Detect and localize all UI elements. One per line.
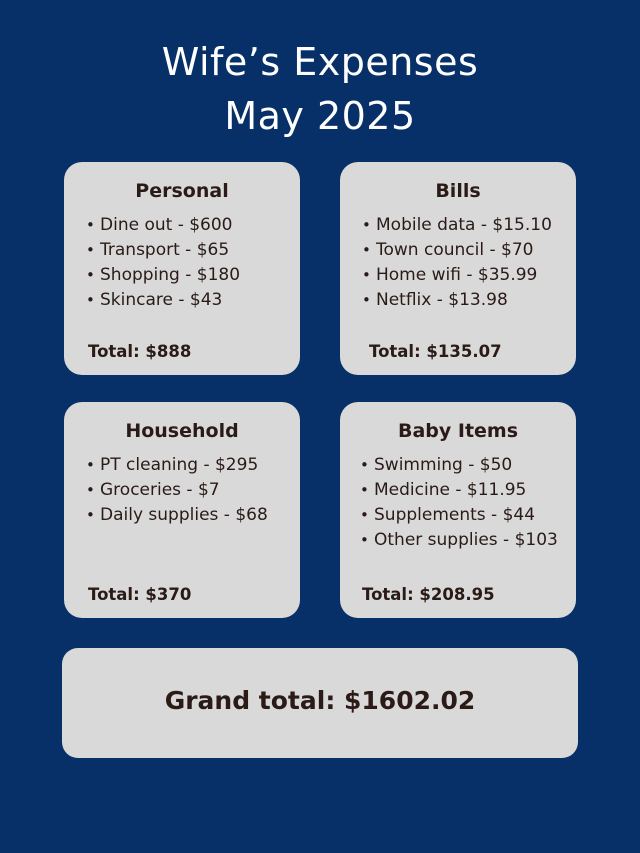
bullet-icon: • [360, 481, 369, 499]
card-title: Personal [135, 180, 229, 202]
list-item [360, 503, 558, 528]
page-title: Wife’s Expenses [161, 40, 479, 84]
list-item [86, 263, 240, 288]
list-item [362, 263, 552, 288]
bullet-icon: • [86, 291, 95, 309]
list-item [360, 528, 558, 553]
card-total: Total: $370 [88, 585, 192, 604]
card-title: Household [125, 420, 239, 442]
bullet-icon: • [362, 216, 371, 234]
list-item [360, 453, 558, 478]
list-item-text: Town council - $70 [376, 240, 534, 260]
card-title: Baby Items [397, 420, 519, 442]
bullet-icon: • [360, 531, 369, 549]
card-total: Total: $208.95 [362, 585, 495, 604]
list-item-text: Daily supplies - $68 [100, 505, 268, 525]
list-item-text: Supplements - $44 [374, 505, 536, 525]
grand-total: Grand total: $1602.02 [164, 686, 476, 715]
list-item [86, 288, 240, 313]
bullet-icon: • [86, 266, 95, 284]
bullet-icon: • [86, 241, 95, 259]
bullet-icon: • [362, 266, 371, 284]
list-item [362, 238, 552, 263]
expense-card-bills [340, 162, 576, 375]
list-item-text: Transport - $65 [100, 240, 230, 260]
expense-list [360, 453, 558, 553]
bullet-icon: • [86, 506, 95, 524]
expense-card-baby-items [340, 402, 576, 618]
grand-total-card [62, 648, 578, 758]
page-subtitle: May 2025 [224, 94, 416, 138]
expense-card-personal [64, 162, 300, 375]
bullet-icon: • [360, 506, 369, 524]
list-item-text: Medicine - $11.95 [374, 480, 527, 500]
expense-list [86, 453, 268, 528]
bullet-icon: • [360, 456, 369, 474]
list-item [362, 213, 552, 238]
bullet-icon: • [86, 481, 95, 499]
card-total: Total: $135.07 [369, 342, 502, 361]
list-item [360, 478, 558, 503]
list-item [86, 503, 268, 528]
bullet-icon: • [86, 216, 95, 234]
bullet-icon: • [86, 456, 95, 474]
expense-list [362, 213, 552, 313]
list-item [86, 213, 240, 238]
list-item-text: Other supplies - $103 [374, 530, 558, 550]
bullet-icon: • [362, 241, 371, 259]
list-item-text: PT cleaning - $295 [100, 455, 259, 475]
list-item [362, 288, 552, 313]
expense-list [86, 213, 240, 313]
list-item-text: Groceries - $7 [100, 480, 220, 500]
bullet-icon: • [362, 291, 371, 309]
list-item-text: Dine out - $600 [100, 215, 233, 235]
list-item-text: Mobile data - $15.10 [376, 215, 552, 235]
list-item [86, 238, 240, 263]
card-total: Total: $888 [88, 342, 192, 361]
list-item-text: Shopping - $180 [100, 265, 241, 285]
list-item [86, 453, 268, 478]
list-item-text: Home wifi - $35.99 [376, 265, 538, 285]
list-item-text: Netflix - $13.98 [376, 290, 508, 310]
card-title: Bills [435, 180, 481, 202]
list-item [86, 478, 268, 503]
expense-card-household [64, 402, 300, 618]
list-item-text: Swimming - $50 [374, 455, 513, 475]
list-item-text: Skincare - $43 [100, 290, 223, 310]
